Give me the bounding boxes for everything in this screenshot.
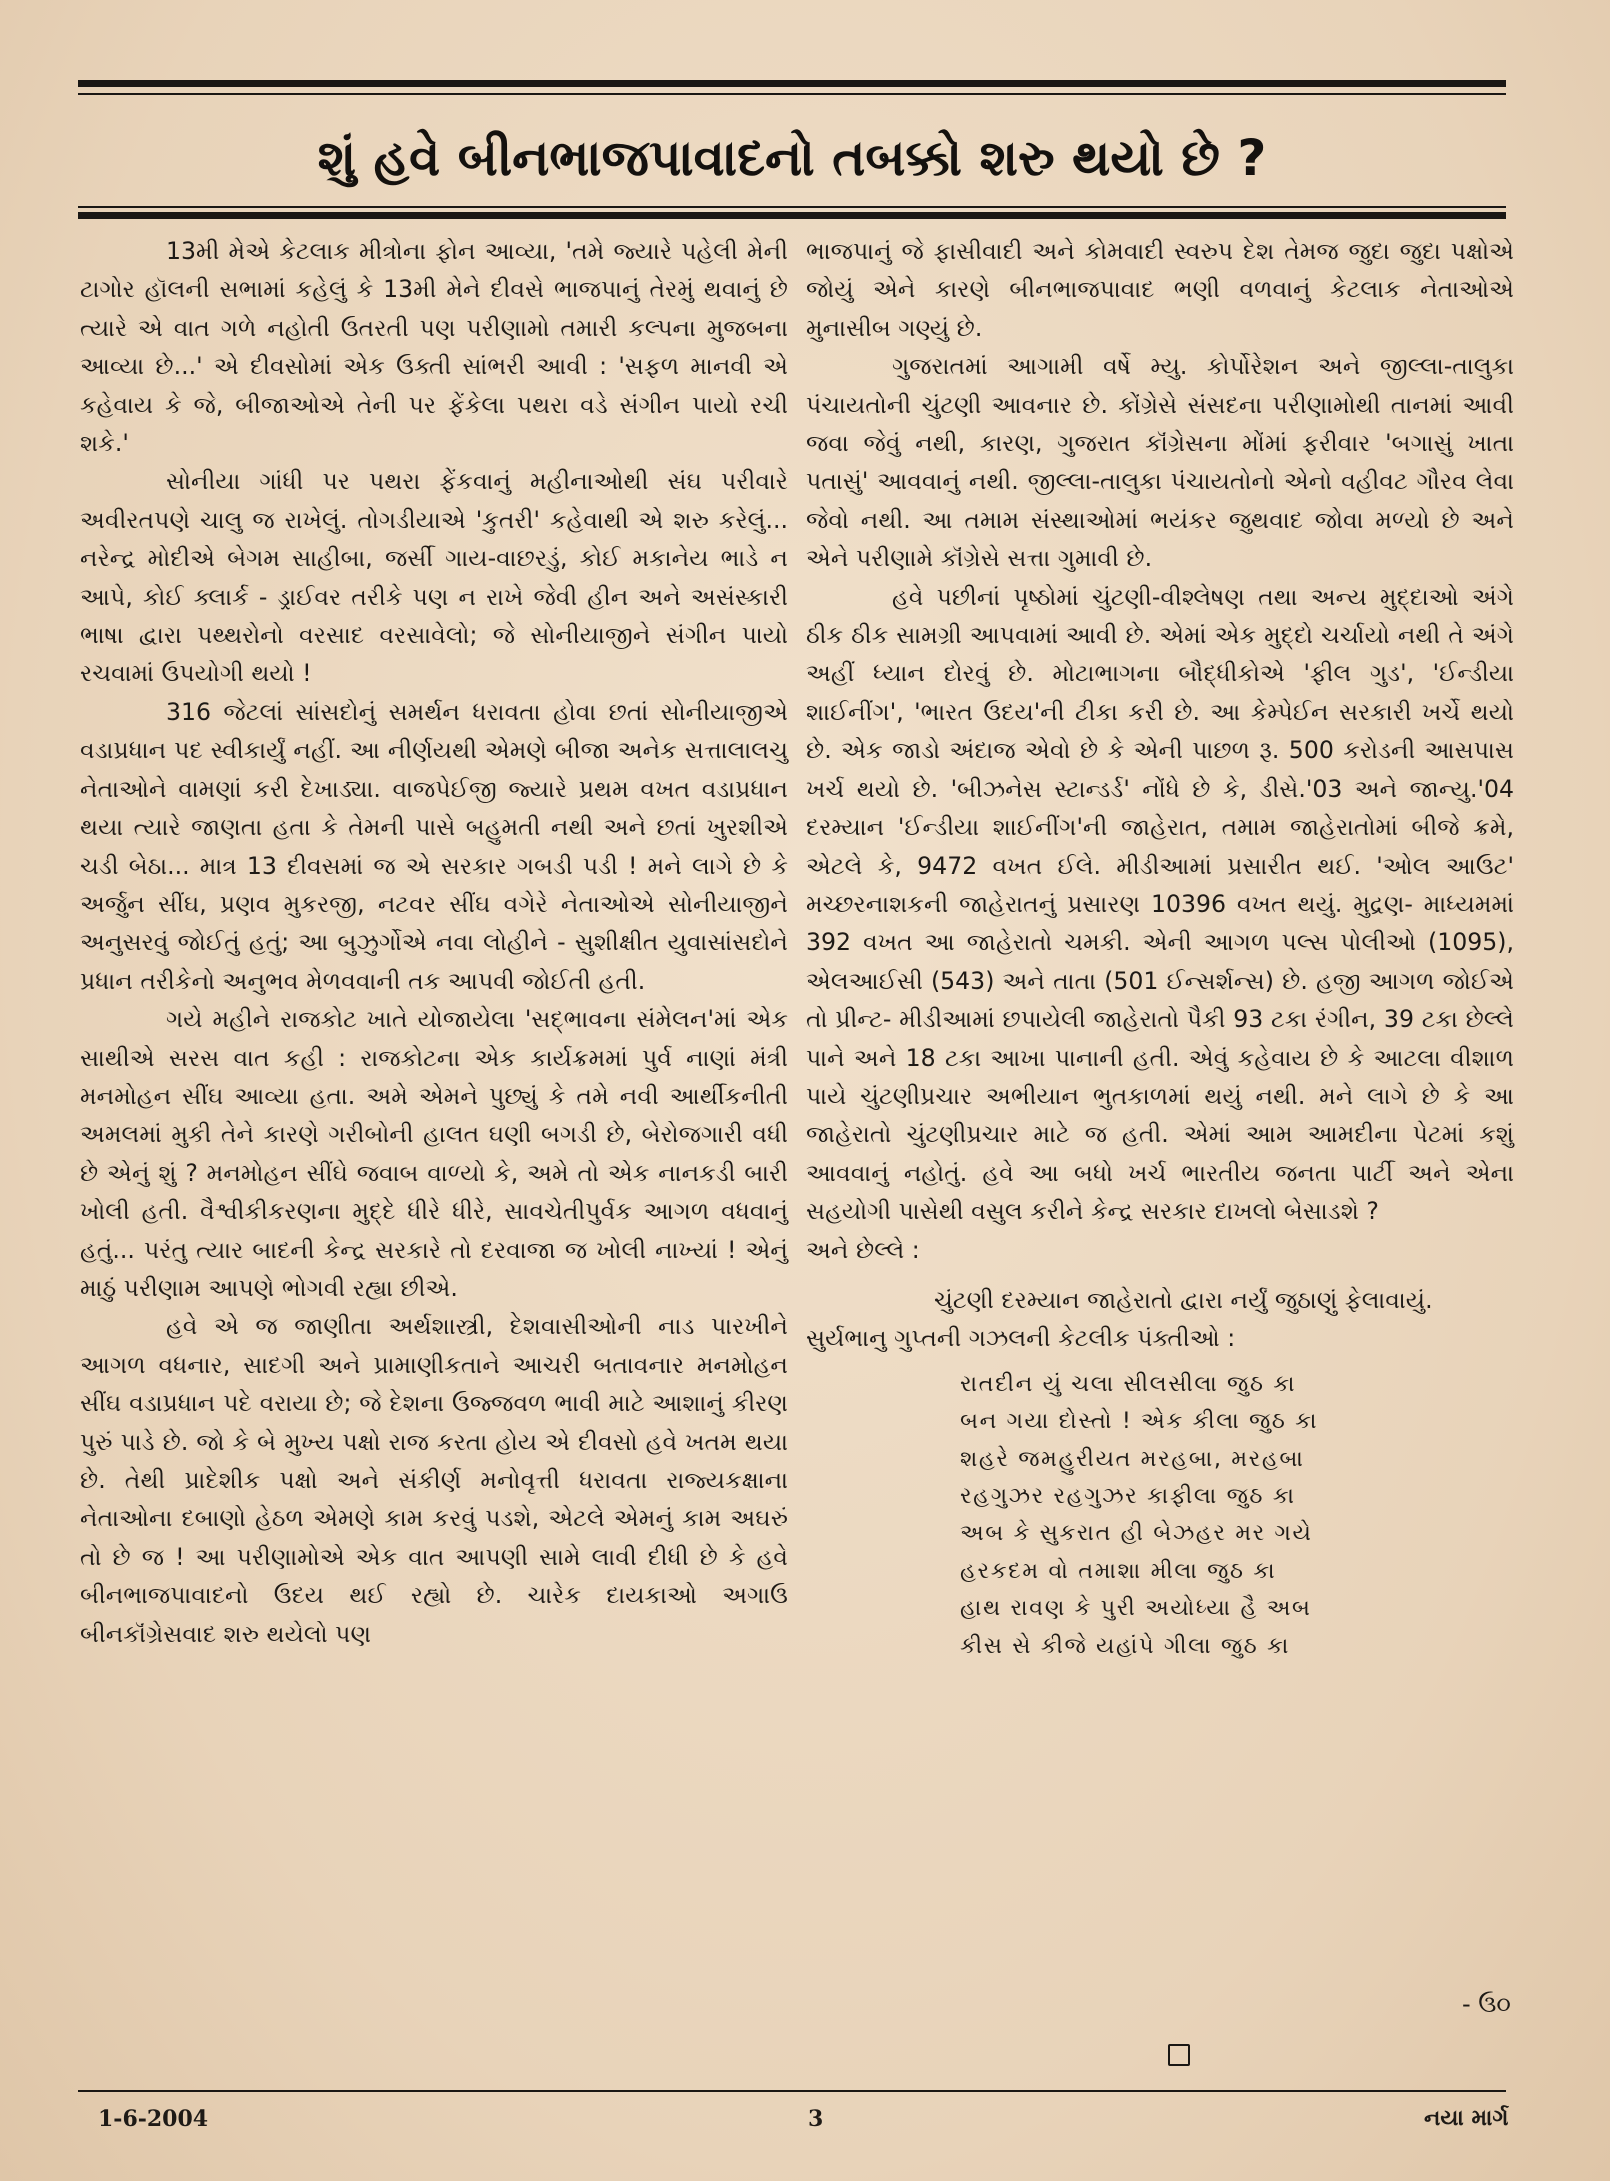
poem-line: હાથ રાવણ કે પુરી અયોધ્યા હૈ અબ — [960, 1595, 1312, 1622]
footer-rule — [78, 2090, 1506, 2092]
right-paragraph: હવે પછીનાં પૃષ્ઠોમાં ચુંટણી-વીશ્લેષણ તથા અન્ય મુદ્દાઓ અંગે ઠીક ઠીક સામગ્રી આપવામાં આવી છે. એમાં એક મુદ્દો ચર્ચાયો નથી તે અંગે અહીં ધ્યાન દોરવું છે. મોટાભાગના બૌદ્ધીકોએ 'ફીલ ગુડ', 'ઈન્ડીયા શાઈનીંગ', 'ભારત ઉદય'ની ટીકા કરી છે. આ કેમ્પેઈન સરકારી ખર્ચે થયો છે. એક જાડો અંદાજ એવો છે કે એની પાછળ રૂ. 500 કરોડની આસપાસ ખર્ચ થયો છે. 'બીઝનેસ સ્ટાન્ડર્ડ' નોંધે છે કે, ડીસે.'03 અને જાન્યુ.'04 દરમ્યાન 'ઈન્ડીયા શાઈનીંગ'ની જાહેરાત, તમામ જાહેરાતોમાં બીજે ક્રમે, એટલે કે, 9472 વખત ઈલે. મીડીઆમાં પ્રસારીત થઈ. 'ઓલ આઉટ' મચ્છરનાશકની જાહેરાતનું પ્રસારણ 10396 વખત થયું. મુદ્રણ- માધ્યમમાં 392 વખત આ જાહેરાતો ચમકી. એની આગળ પલ્સ પોલીઓ (1095), એલઆઈસી (543) અને તાતા (501 ઈન્સર્શન્સ) છે. હજી આગળ જોઈએ તો પ્રીન્ટ- મીડીઆમાં છપાયેલી જાહેરાતો પૈકી 93 ટકા રંગીન, 39 ટકા છેલ્લે પાને અને 18 ટકા આખા પાનાની હતી. એવું કહેવાય છે કે આટલા વીશાળ પાયે ચુંટણીપ્રચાર અભીયાન ભુતકાળમાં થયું નથી. મને લાગે છે કે આ જાહેરાતો ચુંટણીપ્રચાર માટે જ હતી. એમાં આમ આમદીના પેટમાં કશું આવવાનું નહોતું. હવે આ બધો ખર્ચ ભારતીય જનતા પાર્ટી અને એના સહયોગી પાસેથી વસુલ કરીને કેન્દ્ર સરકાર દાખલો બેસાડશે ? — [806, 582, 1514, 1226]
poem-line: અબ કે સુકરાત હી બેઝહર મર ગયે — [960, 1520, 1313, 1547]
poem-line: રહગુઝર રહગુઝર કાફીલા જુઠ કા — [960, 1483, 1296, 1509]
right-column — [806, 232, 1514, 1665]
poem-line: બન ગયા દોસ્તો ! એક કીલા જુઠ કા — [960, 1408, 1319, 1435]
headline-rule-thick — [78, 212, 1506, 219]
poem-intro: સુર્યભાનુ ગુપ્તની ગઝલની કેટલીક પંક્તીઓ : — [806, 1324, 1236, 1353]
left-column — [80, 232, 788, 1653]
top-rule-thick — [78, 80, 1506, 87]
closing-label: અને છેલ્લે : — [806, 1235, 920, 1264]
left-paragraph: 316 જેટલાં સાંસદોનું સમર્થન ધરાવતા હોવા છતાં સોનીયાજીએ વડાપ્રધાન પદ સ્વીકાર્યું નહીં. આ નીર્ણયથી એમણે બીજા અનેક સત્તાલાલચુ નેતાઓને વામણાં કરી દેખાડ્યા. વાજપેઈજી જ્યારે પ્રથમ વખત વડાપ્રધાન થયા ત્યારે જાણતા હતા કે તેમની પાસે બહુમતી નથી અને છતાં ખુરશીએ ચડી બેઠા... માત્ર 13 દીવસમાં જ એ સરકાર ગબડી પડી ! મને લાગે છે કે અર્જુન સીંઘ, પ્રણવ મુકરજી, નટવર સીંઘ વગેરે નેતાઓએ સોનીયાજીને અનુસરવું જોઈતું હતું; આ બુઝુર્ગોએ નવા લોહીને - સુશીક્ષીત યુવાસાંસદોને પ્રધાન તરીકેનો અનુભવ મેળવવાની તક આપવી જોઈતી હતી. — [80, 697, 788, 995]
article-headline: શું હવે બીનભાજપાવાદનો તબક્કો શરુ થયો છે ? — [317, 129, 1267, 187]
left-paragraph: ગયે મહીને રાજકોટ ખાતે યોજાયેલા 'સદ્ભાવના સંમેલન'માં એક સાથીએ સરસ વાત કહી : રાજકોટના એક કાર્યક્રમમાં પુર્વ નાણાં મંત્રી મનમોહન સીંઘ આવ્યા હતા. અમે એમને પુછ્યું કે તમે નવી આર્થીકનીતી અમલમાં મુકી તેને કારણે ગરીબોની હાલત ઘણી બગડી છે, બેરોજગારી વધી છે એનું શું ? મનમોહન સીંઘે જવાબ વાળ્યો કે, અમે તો એક નાનકડી બારી ખોલી હતી. વૈશ્વીકીકરણના મુદ્દે ધીરે ધીરે, સાવચેતીપુર્વક આગળ વધવાનું હતું... પરંતુ ત્યાર બાદની કેન્દ્ર સરકારે તો દરવાજા જ ખોલી નાખ્યાં ! એનું માઠું પરીણામ આપણે ભોગવી રહ્યા છીએ. — [80, 1005, 788, 1302]
footer-page-number: 3 — [808, 2106, 824, 2132]
left-paragraph: હવે એ જ જાણીતા અર્થશાસ્ત્રી, દેશવાસીઓની નાડ પારખીને આગળ વધનાર, સાદગી અને પ્રામાણીકતાને આચરી બતાવનાર મનમોહન સીંઘ વડાપ્રધાન પદે વરાયા છે; જે દેશના ઉજ્જવળ ભાવી માટે આશાનું કીરણ પુરું પાડે છે. જો કે બે મુખ્ય પક્ષો રાજ કરતા હોય એ દીવસો હવે ખતમ થયા છે. તેથી પ્રાદેશીક પક્ષો અને સંકીર્ણ મનોવૃત્તી ધરાવતા રાજ્યકક્ષાના નેતાઓના દબાણો હેઠળ એમણે કામ કરવું પડશે, એટલે એમનું કામ અઘરું તો છે જ ! આ પરીણામોએ એક વાત આપણી સામે લાવી દીધી છે કે હવે બીનભાજપાવાદનો ઉદય થઈ રહ્યો છે. ચારેક દાયકાઓ અગાઉ બીનકૉંગ્રેસવાદ શરુ થયેલો પણ — [80, 1312, 788, 1648]
closing-line: ચુંટણી દરમ્યાન જાહેરાતો દ્વારા નર્યું જુઠાણું ફેલાવાયું. — [934, 1285, 1433, 1314]
footer-date: 1-6-2004 — [98, 2106, 209, 2132]
left-paragraph: 13મી મેએ કેટલાક મીત્રોના ફોન આવ્યા, 'તમે જ્યારે પહેલી મેની ટાગોર હૉલની સભામાં કહેલું કે 13મી મેને દીવસે ભાજપાનું તેરમું થવાનું છે ત્યારે એ વાત ગળે નહોતી ઉતરતી પણ પરીણામો તમારી કલ્પના મુજબના આવ્યા છે...' એ દીવસોમાં એક ઉક્તી સાંભરી આવી : 'સફળ માનવી એ કહેવાય કે જે, બીજાઓએ તેની પર ફેંકેલા પથરા વડે સંગીન પાયો રચી શકે.' — [80, 237, 788, 458]
footer-publication: નયા માર્ગ — [1424, 2106, 1509, 2131]
headline-rule-thin — [78, 206, 1506, 208]
poem-line: શહરે જમહુરીયત મરહબા, મરહબા — [960, 1445, 1305, 1472]
right-paragraph: ભાજપાનું જે ફાસીવાદી અને કોમવાદી સ્વરુપ દેશ તેમજ જુદા જુદા પક્ષોએ જોયું એને કારણે બીનભાજપાવાદ ભણી વળવાનું કેટલાક નેતાઓએ મુનાસીબ ગણ્યું છે. — [806, 237, 1514, 342]
poem-line: રાતદીન યું ચલા સીલસીલા જુઠ કા — [960, 1370, 1297, 1397]
ghazal-poem — [960, 1366, 1514, 1665]
top-rule-thin — [78, 93, 1506, 95]
poem-line: કીસ સે કીજે યહાંપે ગીલા જુઠ કા — [960, 1632, 1290, 1659]
right-paragraph: ગુજરાતમાં આગામી વર્ષે મ્યુ. કોર્પોરેશન અને જીલ્લા-તાલુકા પંચાયતોની ચુંટણી આવનાર છે. કોંગ્રેસે સંસદના પરીણામોથી તાનમાં આવી જવા જેવું નથી, કારણ, ગુજરાત કૉંગ્રેસના મોંમાં ફરીવાર 'બગાસું ખાતા પતાસું' આવવાનું નથી. જીલ્લા-તાલુકા પંચાયતોનો એનો વહીવટ ગૌરવ લેવા જેવો નથી. આ તમામ સંસ્થાઓમાં ભયંકર જુથવાદ જોવા મળ્યો છે અને એને પરીણામે કૉંગ્રેસે સત્તા ગુમાવી છે. — [806, 352, 1514, 573]
poem-line: હરકદમ વો તમાશા મીલા જુઠ કા — [960, 1557, 1277, 1584]
author-signature: - ઉ૦ — [1462, 1990, 1511, 2018]
end-mark-icon — [1168, 2044, 1190, 2066]
left-paragraph: સોનીયા ગાંધી પર પથરા ફેંકવાનું મહીનાઓથી સંઘ પરીવારે અવીરતપણે ચાલુ જ રાખેલું. તોગડીયાએ 'કુતરી' કહેવાથી એ શરુ કરેલું... નરેન્દ્ર મોદીએ બેગમ સાહીબા, જર્સી ગાય-વાછરડું, કોઈ મકાનેય ભાડે ન આપે, કોઈ ક્લાર્ક - ડ્રાઈવર તરીકે પણ ન રાખે જેવી હીન અને અસંસ્કારી ભાષા દ્વારા પથ્થરોનો વરસાદ વરસાવેલો; જે સોનીયાજીને સંગીન પાયો રચવામાં ઉપયોગી થયો ! — [80, 467, 788, 688]
